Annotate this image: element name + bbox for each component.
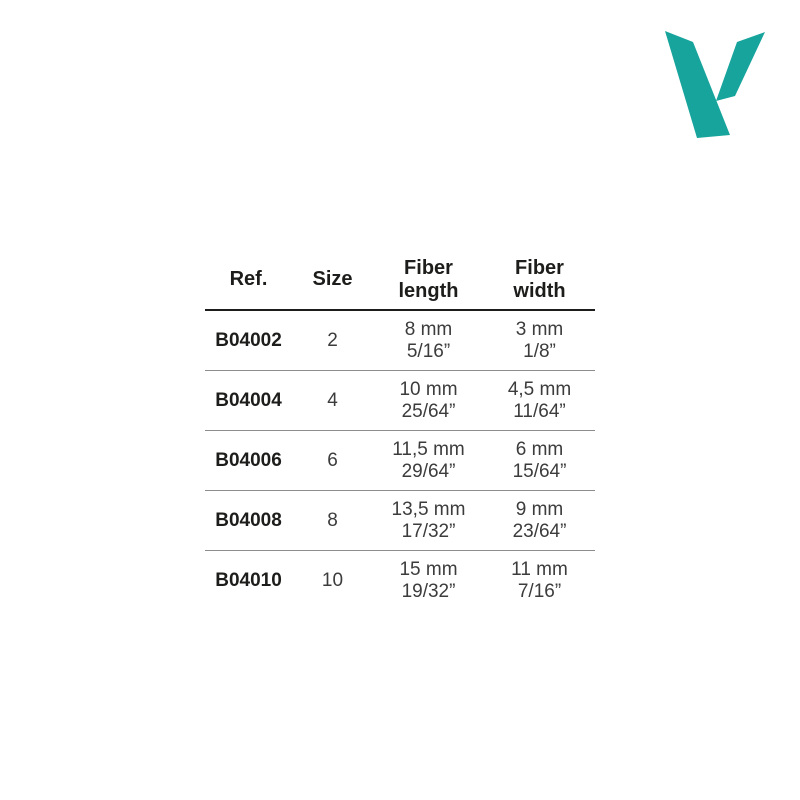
v-logo-left-stroke: [665, 31, 730, 138]
fiber-width-cell: [484, 439, 595, 483]
inch-value: 11/64”: [513, 400, 566, 422]
fiber-width-cell: [484, 319, 595, 363]
ref-cell: B04008: [215, 509, 282, 531]
table-row: [205, 371, 595, 431]
fiber-length-cell: [373, 559, 484, 603]
header-fiber-width-line2: width: [513, 279, 566, 302]
fiber-length-cell: [373, 319, 484, 363]
header-ref: Ref.: [229, 268, 268, 290]
fiber-width-cell: [484, 379, 595, 423]
inch-value: 5/16”: [406, 340, 451, 362]
header-fiber-length: [373, 257, 484, 303]
inch-value: 25/64”: [401, 400, 456, 422]
table-row: [205, 491, 595, 551]
v-logo-right-stroke: [716, 32, 765, 101]
size-cell: 4: [327, 389, 338, 411]
size-cell: 2: [327, 329, 338, 351]
header-fiber-length-line2: length: [398, 279, 459, 302]
mm-value: 10 mm: [399, 378, 458, 400]
ref-cell: B04002: [215, 329, 282, 351]
mm-value: 11 mm: [511, 558, 568, 580]
fiber-width-cell: [484, 559, 595, 603]
ref-cell: B04006: [215, 449, 282, 471]
mm-value: 11,5 mm: [392, 438, 465, 460]
mm-value: 13,5 mm: [391, 498, 466, 520]
table-header-row: [205, 250, 595, 311]
mm-value: 9 mm: [515, 498, 564, 520]
inch-value: 19/32”: [401, 580, 456, 602]
size-cell: 10: [321, 569, 344, 591]
inch-value: 1/8”: [523, 340, 556, 362]
size-cell: 8: [327, 509, 338, 531]
fiber-length-cell: [373, 439, 484, 483]
mm-value: 3 mm: [515, 318, 564, 340]
inch-value: 15/64”: [512, 460, 567, 482]
inch-value: 23/64”: [512, 520, 567, 542]
mm-value: 8 mm: [404, 318, 453, 340]
header-fiber-width-line1: Fiber: [515, 256, 564, 279]
mm-value: 6 mm: [515, 438, 564, 460]
fiber-width-cell: [484, 499, 595, 543]
header-fiber-length-line1: Fiber: [404, 256, 453, 279]
inch-value: 29/64”: [401, 460, 456, 482]
fiber-length-cell: [373, 499, 484, 543]
table-row: [205, 431, 595, 491]
mm-value: 4,5 mm: [507, 378, 572, 400]
inch-value: 17/32”: [401, 520, 456, 542]
ref-cell: B04004: [215, 389, 282, 411]
header-fiber-width: [484, 257, 595, 303]
brand-v-logo: [655, 20, 770, 142]
table-row: [205, 551, 595, 610]
inch-value: 7/16”: [517, 580, 562, 602]
product-spec-table: [205, 250, 595, 610]
header-size: Size: [312, 268, 353, 290]
table-row: [205, 311, 595, 371]
ref-cell: B04010: [215, 569, 282, 591]
size-cell: 6: [327, 449, 338, 471]
fiber-length-cell: [373, 379, 484, 423]
mm-value: 15 mm: [399, 558, 458, 580]
